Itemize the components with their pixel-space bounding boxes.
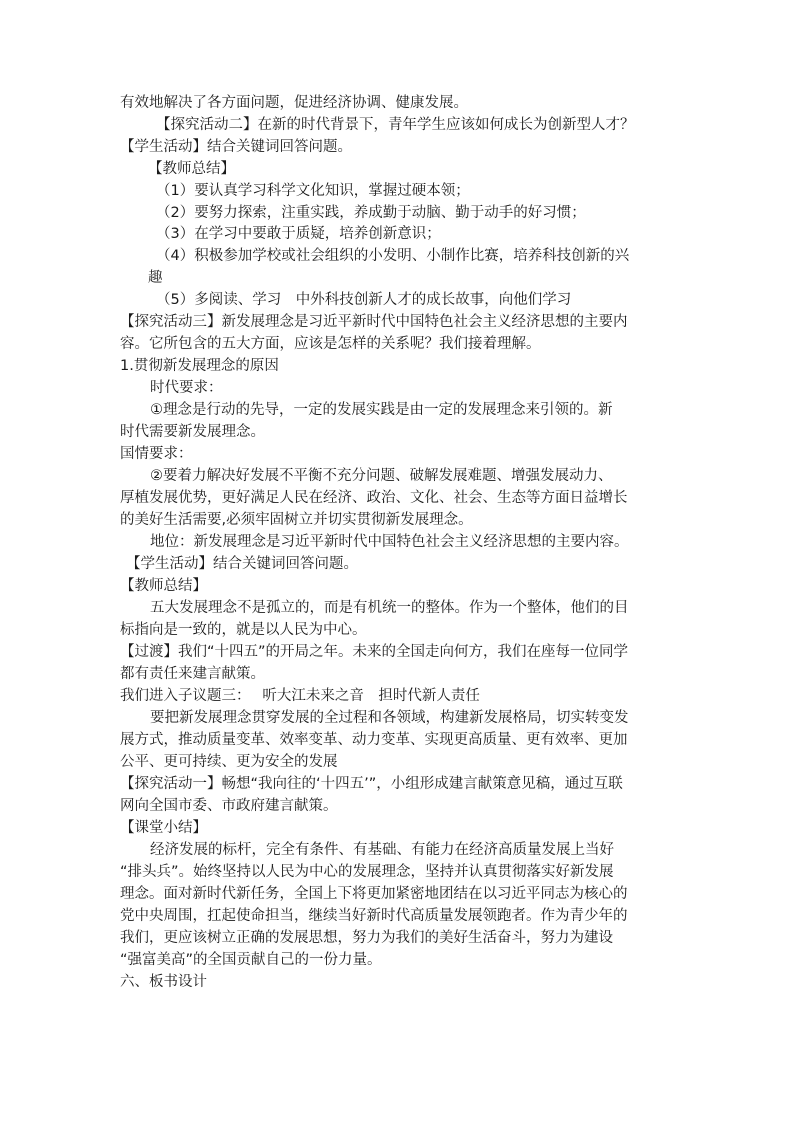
text-line: 要把新发展理念贯穿发展的全过程和各领域，构建新发展格局，切实转变发 bbox=[150, 710, 629, 726]
text-line: 经济发展的标杆，完全有条件、有基础、有能力在经济高质量发展上当好 bbox=[150, 842, 614, 858]
text-line: （1）要认真学习科学文化知识，掌握过硬本领； bbox=[156, 183, 470, 199]
text-line: 【教师总结】 bbox=[120, 578, 207, 594]
text-line: 有效地解决了各方面问题，促进经济协调、健康发展。 bbox=[120, 95, 468, 111]
text-line: （4）积极参加学校或社会组织的小发明、小制作比赛，培养科技创新的兴 bbox=[156, 248, 630, 264]
text-line: 我们，更应该树立正确的发展思想，努力为我们的美好生活奋斗，努力为建设 bbox=[120, 930, 613, 946]
text-line: 五大发展理念不是孤立的，而是有机统一的整体。作为一个整体，他们的目 bbox=[150, 600, 629, 616]
text-line: 【过渡】我们“十四五”的开局之年。未来的全国走向何方，我们在座每一位同学 bbox=[120, 644, 629, 660]
text-line: 时代要求： bbox=[150, 380, 223, 396]
text-line: “排头兵”。始终坚持以人民为中心的发展理念，坚持并认真贯彻落实好新发展 bbox=[120, 864, 614, 880]
text-line: 我们进入子议题三： 听大江未来之音 担时代新人责任 bbox=[120, 688, 480, 704]
text-line: 网向全国市委、市政府建言献策。 bbox=[120, 798, 338, 814]
text-line: （3）在学习中要敢于质疑，培养创新意识； bbox=[156, 226, 441, 242]
text-line: 地位：新发展理念是习近平新时代中国特色社会主义经济思想的主要内容。 bbox=[150, 534, 629, 550]
text-line: 【学生活动】结合关键词回答问题。 bbox=[126, 556, 358, 572]
text-line: 都有责任来建言献策。 bbox=[120, 666, 265, 682]
text-line: 标指向是一致的，就是以人民为中心。 bbox=[120, 622, 367, 638]
text-line: “强富美高”的全国贡献自己的一份力量。 bbox=[120, 952, 382, 968]
text-line: 趣 bbox=[148, 270, 163, 286]
text-line: 国情要求： bbox=[120, 446, 193, 462]
text-line: ②要着力解决好发展不平衡不充分问题、破解发展难题、增强发展动力、 bbox=[150, 468, 613, 484]
text-line: 厚植发展优势，更好满足人民在经济、政治、文化、社会、生态等方面日益增长 bbox=[120, 490, 628, 506]
text-line: （2）要努力探索，注重实践，养成勤于动脑、勤于动手的好习惯； bbox=[156, 205, 586, 221]
text-line: 理念。面对新时代新任务，全国上下将更加紧密地团结在以习近平同志为核心的 bbox=[120, 886, 628, 902]
text-line: 【探究活动二】在新的时代背景下，青年学生应该如何成长为创新型人才？ bbox=[156, 117, 635, 133]
text-line: 时代需要新发展理念。 bbox=[120, 424, 265, 440]
text-line: 党中央周围，扛起使命担当，继续当好新时代高质量发展领跑者。作为青少年的 bbox=[120, 908, 628, 924]
text-line: 六、板书设计 bbox=[120, 974, 207, 990]
text-line: ①理念是行动的先导，一定的发展实践是由一定的发展理念来引领的。新 bbox=[150, 402, 613, 418]
text-line: 展方式，推动质量变革、效率变革、动力变革、实现更高质量、更有效率、更加 bbox=[120, 732, 628, 748]
text-line: （5）多阅读、学习 中外科技创新人才的成长故事，向他们学习 bbox=[156, 292, 572, 308]
text-line: 1.贯彻新发展理念的原因 bbox=[120, 358, 279, 374]
text-line: 【学生活动】结合关键词回答问题。 bbox=[120, 139, 352, 155]
text-line: 容。它所包含的五大方面，应该是怎样的关系呢？我们接着理解。 bbox=[120, 336, 541, 352]
text-line: 【探究活动三】新发展理念是习近平新时代中国特色社会主义经济思想的主要内 bbox=[120, 314, 628, 330]
text-line: 【教师总结】 bbox=[148, 161, 235, 177]
text-line: 的美好生活需要,必须牢固树立并切实贯彻新发展理念。 bbox=[120, 512, 473, 528]
text-line: 【探究活动一】畅想“我向往的‘十四五’”，小组形成建言献策意见稿，通过互联 bbox=[120, 776, 623, 792]
text-line: 【课堂小结】 bbox=[120, 820, 207, 836]
text-line: 公平、更可持续、更为安全的发展 bbox=[120, 754, 338, 770]
